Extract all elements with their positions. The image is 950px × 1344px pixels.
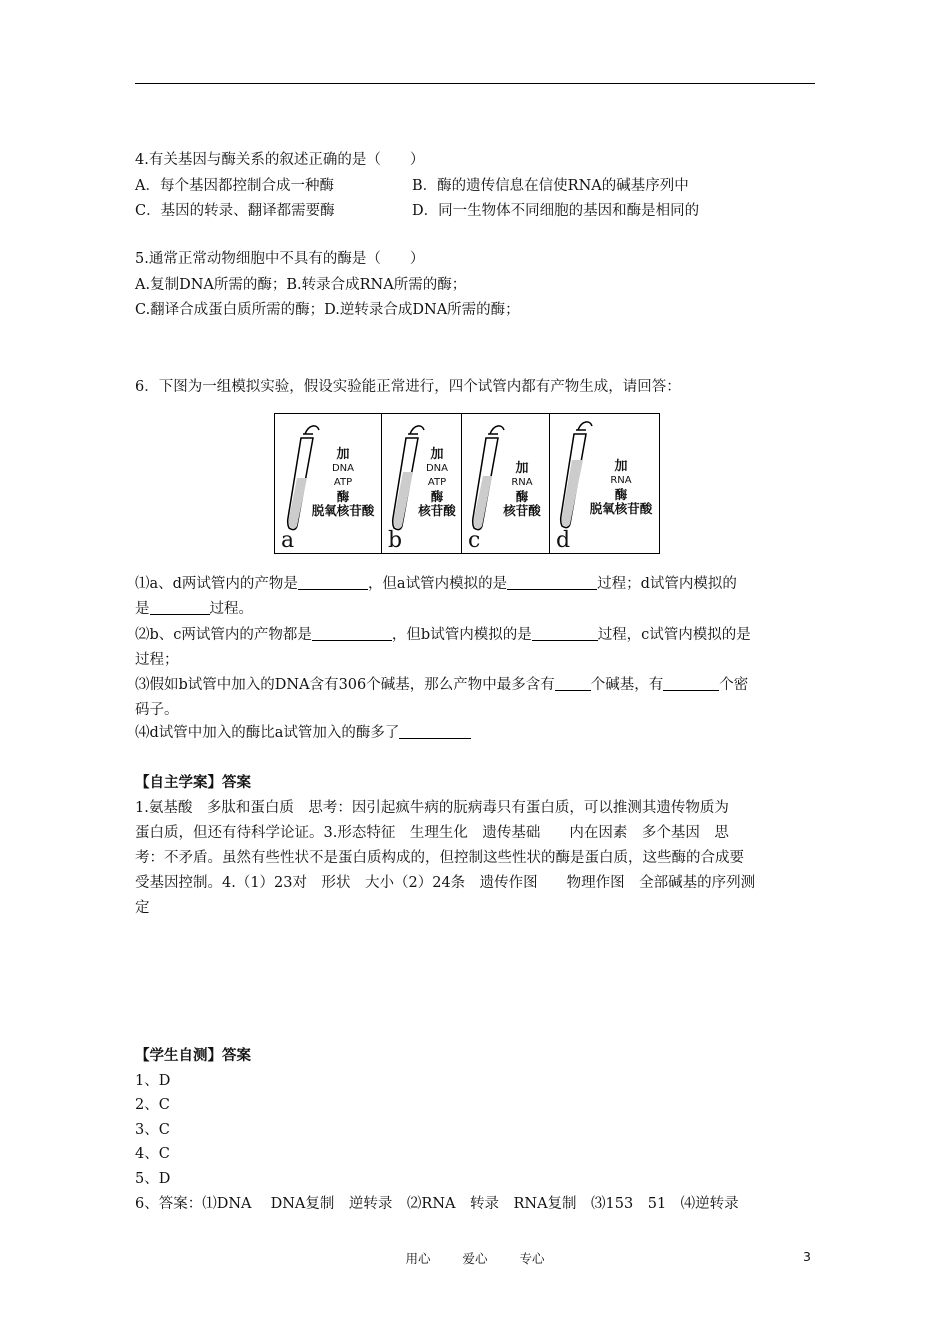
tube-a-label: 加 DNA ATP 酶 脱氧核苷酸 [311, 447, 375, 518]
q4-option-b: B．酶的遗传信息在信使RNA的碱基序列中 [412, 178, 689, 194]
answer-blank[interactable] [298, 574, 368, 590]
q4-stem: 4.有关基因与酶关系的叙述正确的是（ ） [135, 152, 425, 168]
q4-options-row-2 [135, 200, 699, 222]
answers1-line: 受基因控制。4.（1）23对 形状 大小（2）24条 遗传作图 物理作图 全部碱基的序列测 [135, 875, 756, 891]
tube-letter-b: b [388, 528, 403, 553]
q6-sub2-line-2: 过程； [135, 652, 179, 668]
q6-sub1-line-2: 是 过程。 [135, 601, 253, 617]
tube-letter-d: d [556, 528, 571, 553]
q6-sub4-line: ⑷d试管中加入的酶比a试管加入的酶多了 [135, 722, 471, 744]
tube-d-label: 加 RNA 酶 脱氧核苷酸 [589, 459, 653, 516]
test-tube-figure [274, 413, 660, 554]
tube-b-label: 加 DNA ATP 酶 核苷酸 [418, 447, 456, 518]
tube-letter-c: c [468, 528, 481, 553]
footer-item: 爱心 [462, 1251, 488, 1266]
tube-c-label: 加 RNA 酶 核苷酸 [503, 461, 541, 518]
q4-options-row-1 [135, 175, 689, 197]
q6-sub3-line-2: 码子。 [135, 702, 179, 718]
answer-blank[interactable] [507, 574, 597, 590]
tube-panel-d [549, 414, 658, 553]
answers2-line: 6、答案：⑴DNA DNA复制 逆转录 ⑵RNA 转录 RNA复制 ⑶153 51 ⑷逆转录 [135, 1196, 739, 1212]
footer-item: 专心 [519, 1251, 545, 1266]
answers2-line: 5、D [135, 1171, 171, 1187]
page-number: 3 [803, 1249, 811, 1264]
answers2-line: 2、C [135, 1097, 170, 1113]
q5-options-line-2: C.翻译合成蛋白质所需的酶；D.逆转录合成DNA所需的酶； [135, 302, 520, 318]
answers2-line: 4、C [135, 1146, 170, 1162]
answer-blank[interactable] [555, 675, 591, 691]
q6-stem: 6．下图为一组模拟实验，假设实验能正常进行，四个试管内都有产物生成，请回答： [135, 379, 681, 395]
tube-panel-a [275, 414, 381, 553]
q6-sub1-line-1: ⑴a、d两试管内的产物是 ，但a试管内模拟的是 过程；d试管内模拟的 [135, 576, 737, 592]
answers2-line: 1、D [135, 1073, 171, 1089]
q6-sub2-line-1: ⑵b、c两试管内的产物都是 ，但b试管内模拟的是 过程，c试管内模拟的是 [135, 627, 751, 643]
tube-panel-c [461, 414, 549, 553]
answers1-line: 定 [135, 900, 150, 916]
header-rule [135, 83, 815, 84]
answers1-line: 1.氨基酸 多肽和蛋白质 思考：因引起疯牛病的朊病毒只有蛋白质，可以推测其遗传物质为 [135, 800, 729, 816]
q4-option-d: D．同一生物体不同细胞的基因和酶是相同的 [412, 203, 700, 219]
tube-panel-b [381, 414, 461, 553]
q4-option-a: A．每个基因都控制合成一种酶 [135, 178, 334, 194]
q6-sub3-line-1: ⑶假如b试管中加入的DNA含有306个碱基，那么产物中最多含有 个碱基，有 个密 [135, 677, 749, 693]
q5-stem: 5.通常正常动物细胞中不具有的酶是（ ） [135, 251, 425, 267]
q4-option-c: C．基因的转录、翻译都需要酶 [135, 203, 335, 219]
answers1-heading: 【自主学案】答案 [135, 775, 251, 791]
answers1-line: 蛋白质，但还有待科学论证。3.形态特征 生理生化 遗传基础 内在因素 多个基因 思 [135, 825, 729, 841]
answers1-line: 考：不矛盾。虽然有些性状不是蛋白质构成的，但控制这些性状的酶是蛋白质，这些酶的合成要 [135, 850, 744, 866]
q5-options-line-1: A.复制DNA所需的酶；B.转录合成RNA所需的酶； [135, 277, 467, 293]
answer-blank[interactable] [532, 625, 598, 641]
answer-blank[interactable] [312, 625, 392, 641]
answer-blank[interactable] [399, 723, 471, 739]
tube-letter-a: a [281, 528, 295, 553]
answer-blank[interactable] [150, 599, 210, 615]
answers2-line: 3、C [135, 1122, 170, 1138]
footer-item: 用心 [405, 1251, 431, 1266]
answers2-heading: 【学生自测】答案 [135, 1048, 251, 1064]
answer-blank[interactable] [663, 675, 719, 691]
